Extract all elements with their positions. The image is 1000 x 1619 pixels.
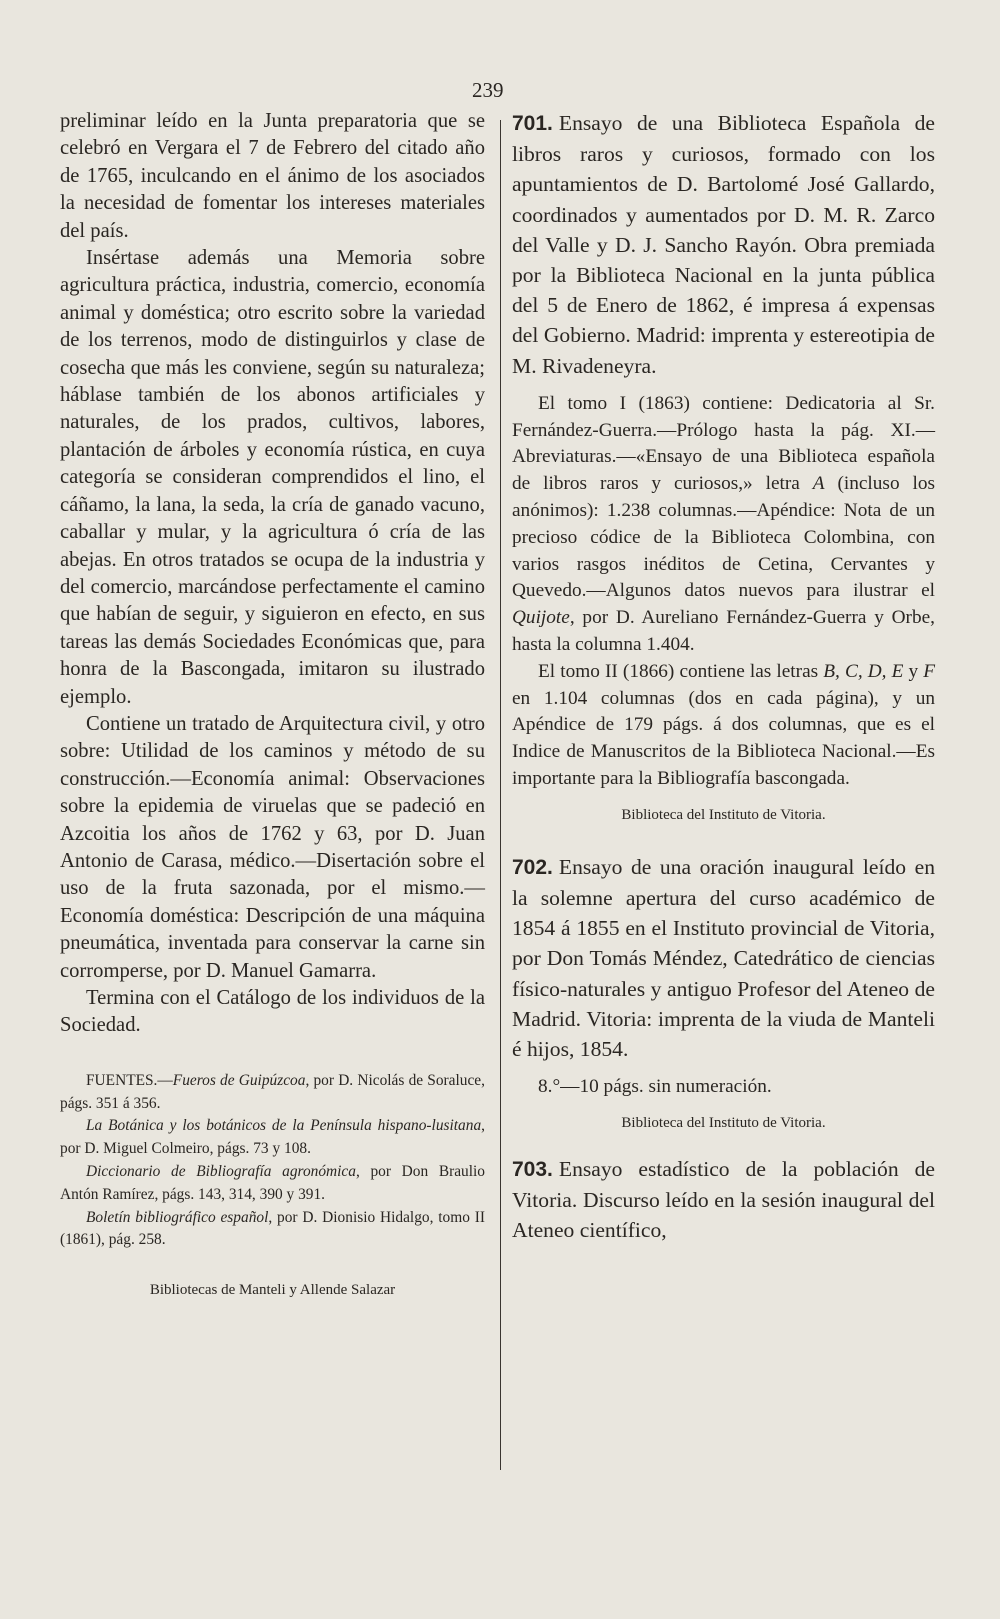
source-title: Fueros de Guipúzcoa [172,1071,306,1089]
entry-number: 703. [512,1158,553,1181]
paragraph-memoria: Insértase además una Memoria sobre agricultura práctica, industria, comercio, economía animal y doméstica; otro escrito sobre la variedad de los terrenos, modo de distinguirlos y clase de cosecha que más les conviene, según su naturaleza; háblase también de los abonos artificiales y naturales, de los prados, cultivos, labores, plantación de árboles y economía rústica, en cuya categoría se consideran comprendidos el lino, el cáñamo, la lana, la seda, la cría de ganado vacuno, caballar y mular, y la agricultura ó cría de las abejas. En otros tratados se ocupa de la industria y del comercio, marcándose perfectamente el camino que habían de seguir, y siguieron en efecto, en sus tareas las demás Sociedades Económicas que, para honra de la Bascongada, imitaron su ilustrado ejemplo. [60,247,485,708]
entry-number: 701. [512,112,553,135]
source-item [60,1070,485,1116]
source-title: La Botánica y los botánicos de la Península hispano-lusitana [86,1117,482,1135]
left-column [60,108,485,1299]
entry-title: Ensayo de una Biblioteca Española de libros raros y curiosos, formado con los apuntamientos de D. Bartolomé José Gallardo, coordinados y aumentados por D. M. R. Zarco del Valle y D. J. Sancho Rayón. Obra premiada por la Biblioteca Nacional en la junta pública del 5 de Enero de 1862, é impresa á expensas del Gobierno. Madrid: imprenta y estereotipia de M. Rivadeneyra. [512,111,935,378]
source-detail: , por D. Nicolás de Soraluce, págs. 351 á 356. [60,1071,485,1112]
entry-701-heading [512,108,935,381]
source-item [60,1115,485,1161]
library-location: Biblioteca del Instituto de Vitoria. [621,1115,826,1131]
entry-number: 702. [512,855,553,879]
entry-702-format: 8.°—10 págs. sin numeración. [538,1076,772,1098]
library-location: Bibliotecas de Manteli y Allende Salazar [149,1282,396,1299]
source-title: Diccionario de Bibliografía agronómica [86,1163,356,1180]
entry-701-tomo-2: El tomo II (1866) contiene las letras B, C, D, E y F en 1.104 columnas (dos en cada página), y un Apéndice de 179 págs. á dos columnas, que es el Indice de Manuscritos de la Biblioteca Nacional.—Es importante para la Bibliografía bascongada. [512,660,936,789]
source-item [60,1161,485,1207]
right-column [512,108,935,1246]
entry-702-heading [512,852,935,1064]
column-divider [500,120,501,1470]
entry-title: Ensayo estadístico de la población de Vitoria. Discurso leído en la sesión inaugural del Ateneo científico, [512,1157,935,1243]
paragraph-termina: Termina con el Catálogo de los individuos de la Sociedad. [60,987,485,1037]
entry-703-heading [512,1154,935,1246]
source-item [60,1207,485,1253]
sources-label: FUENTES.— [86,1071,173,1089]
source-detail: , por D. Dionisio Hidalgo, tomo II (1861), pág. 258. [60,1208,485,1249]
entry-701-tomo-1: El tomo I (1863) contiene: Dedicatoria al Sr. Fernández-Guerra.—Prólogo hasta la pág. XI.—Abreviaturas.—«Ensayo de una Biblioteca española de libros raros y curiosos,» letra A (incluso los anónimos): 1.238 columnas.—Apéndice: Nota de un precioso códice de la Biblioteca Colombina, con varios rasgos inéditos de Cetina, Cervantes y Quevedo.—Algunos datos nuevos para ilustrar el Quijote, por D. Aureliano Fernández-Guerra y Orbe, hasta la columna 1.404. [512,392,935,655]
source-detail: , por Don Braulio Antón Ramírez, págs. 143, 314, 390 y 391. [60,1163,485,1203]
paragraph-contiene: Contiene un tratado de Arquitectura civil, y otro sobre: Utilidad de los caminos y método de su construcción.—Economía animal: Observaciones sobre la epidemia de viruelas que se padeció en Azcoitia los años de 1762 y 63, por D. Juan Antonio de Carasa, médico.—Disertación sobre el uso de la fruta sazonada, por el mismo.—Economía doméstica: Descripción de una máquina pneumática, inventada para conservar la carne sin corromperse, por D. Manuel Gamarra. [60,712,485,982]
page-number: 239 [472,78,504,102]
sources-block [60,1070,485,1252]
paragraph-intro: preliminar leído en la Junta preparatoria que se celebró en Vergara el 7 de Febrero del citado año de 1765, inculcando en el ánimo de los asociados la necesidad de fomentar los intereses materiales del país. [60,110,485,242]
entry-title: Ensayo de una oración inaugural leído en la solemne apertura del curso académico de 1854 á 1855 en el Instituto provincial de Vitoria, por Don Tomás Méndez, Catedrático de ciencias físico-naturales y antiguo Profesor del Ateneo de Madrid. Vitoria: imprenta de la viuda de Manteli é hijos, 1854. [512,854,935,1061]
source-detail: , por D. Miguel Colmeiro, págs. 73 y 108. [60,1117,485,1158]
source-title: Boletín bibliográfico español [86,1208,269,1226]
library-location: Biblioteca del Instituto de Vitoria. [621,806,826,823]
